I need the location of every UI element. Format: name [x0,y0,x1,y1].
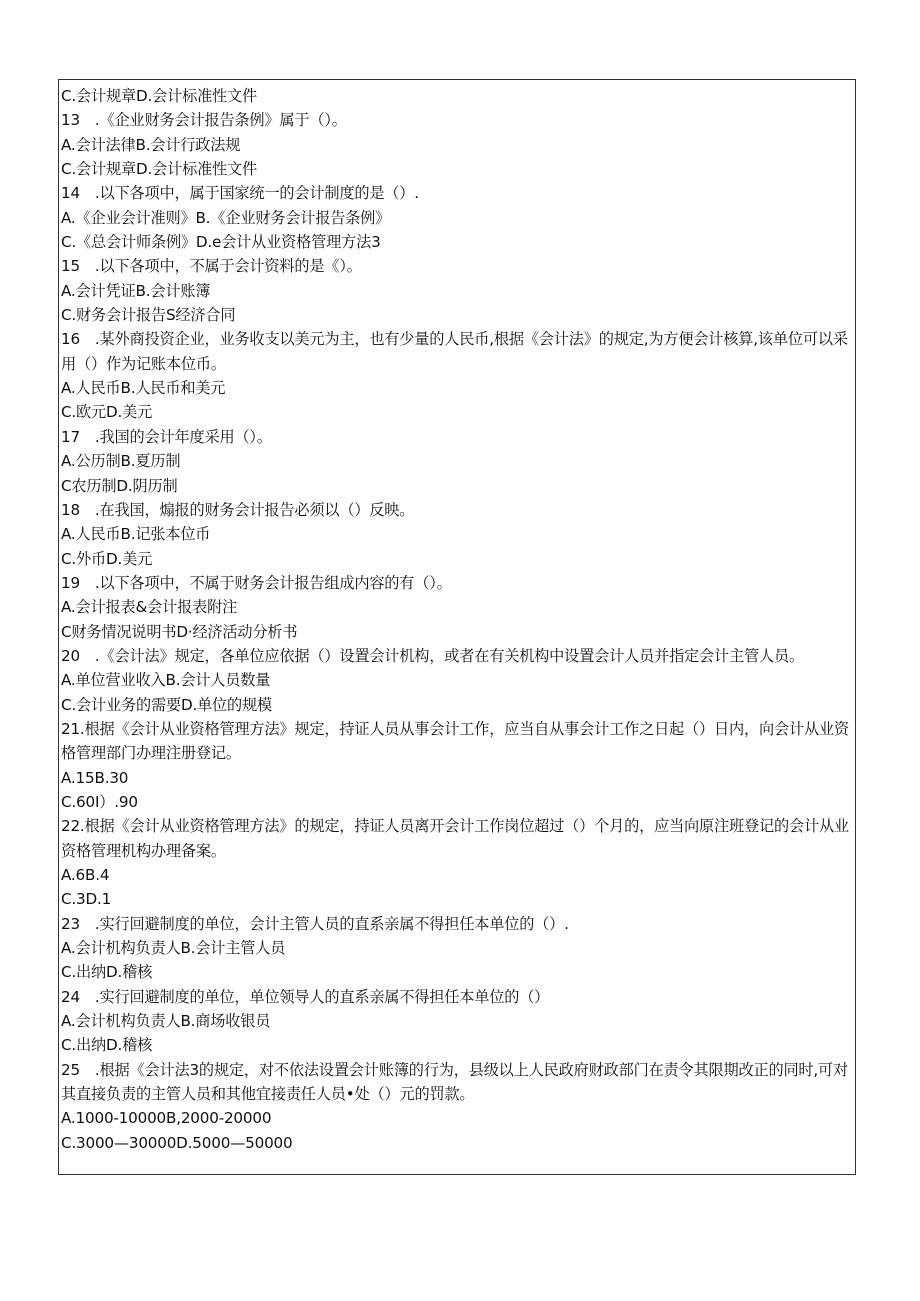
question-15-options-cd: C.财务会计报告S经济合同 [61,306,236,325]
question-18-options-ab: A.人民币B.记张本位币 [61,525,211,544]
question-14: 14 .以下各项中，属于国家统一的会计制度的是（）. [61,184,419,203]
question-17: 17 .我国的会计年度采用（）。 [61,427,272,446]
question-16-options-ab: A.人民币B.人民币和美元 [61,379,226,398]
question-21-options-cd: C.60I）.90 [61,792,138,811]
question-15: 15 .以下各项中，不属于会计资料的是《）。 [61,257,362,276]
question-22-options-ab: A.6B.4 [61,866,110,884]
question-13-options-ab: A.会计法律B.会计行政法规 [61,135,241,154]
question-22-options-cd: C.3D.1 [61,890,112,909]
question-21-options-ab: A.15B.30 [61,768,129,787]
question-13-options-cd: C.会计规章D.会计标准性文件 [61,160,258,179]
question-14-options-ab: A.《企业会计准则》B.《企业财务会计报告条例》 [61,208,391,227]
question-18-options-cd: C.外币D.美元 [61,549,153,568]
question-18: 18 .在我国，煽报的财务会计报告必须以（）反映。 [61,500,415,519]
question-24-options-ab: A.会计机构负责人B.商场收银员 [61,1012,271,1031]
question-19: 19 .以下各项中，不属于财务会计报告组成内容的有（）。 [61,573,452,592]
question-20: 20 .《会计法》规定，各单位应依据（）设置会计机构，或者在有关机构中设置会计人员并指定会计主管人员。 [61,646,804,665]
question-24-options-cd: C.出纳D.稽核 [61,1036,153,1055]
question-23-options-ab: A.会计机构负责人B.会计主管人员 [61,939,286,958]
text-line: C.会计规章D.会计标准性文件 [61,87,258,105]
question-16: 16 .某外商投资企业，业务收支以美元为主，也有少量的人民币,根据《会计法》的规定,为方便会计核算,该单位可以采用（）作为记账本位币。 [61,330,848,373]
question-19-options-ab: A.会计报表&会计报表附注 [61,598,238,617]
question-22: 22.根据《会计从业资格管理方法》的规定，持证人员离开会计工作岗位超过（）个月的，应当向原注班登记的会计从业资格管理机构办理备案。 [61,817,849,860]
question-25-options-ab: A.1000-10000B,2000-20000 [61,1109,272,1128]
question-23-options-cd: C.出纳D.稽核 [61,963,153,982]
question-21: 21.根据《会计从业资格管理方法》规定，持证人员从事会计工作，应当自从事会计工作之日起（）日内，向会计从业资格管理部门办理注册登记。 [61,719,849,763]
question-24: 24 .实行回避制度的单位，单位领导人的直系亲属不得担任本单位的（） [61,987,550,1006]
question-25: 25 .根据《会计法3的规定，对不依法设置会计账簿的行为，县级以上人民政府财政部门在责令其限期改正的同时,可对其直接负责的主管人员和其他宜接责任人员•处（）元的罚款。 [61,1060,849,1104]
question-17-options-ab: A.公历制B.夏历制 [61,452,181,471]
question-16-options-cd: C.欧元D.美元 [61,403,153,422]
question-20-options-cd: C.会计业务的需要D.单位的规模 [61,695,273,714]
question-23: 23 .实行回避制度的单位，会计主管人员的直系亲属不得担任本单位的（）. [61,914,569,933]
question-13: 13 .《企业财务会计报告条例》属于（）。 [61,111,347,130]
question-25-options-cd: C.3000—30000D.5000—50000 [61,1133,293,1152]
question-14-options-cd: C.《总会计师条例》D.e会计从业资格管理方法3 [61,233,381,252]
question-19-options-cd: C财务情况说明书D·经济活动分析书 [61,622,298,641]
question-20-options-ab: A.单位营业收入B.会计人员数量 [61,671,271,690]
question-15-options-ab: A.会计凭证B.会计账簿 [61,281,211,300]
question-text-block [61,84,851,1155]
question-17-options-cd: C农历制D.阴历制 [61,476,178,495]
